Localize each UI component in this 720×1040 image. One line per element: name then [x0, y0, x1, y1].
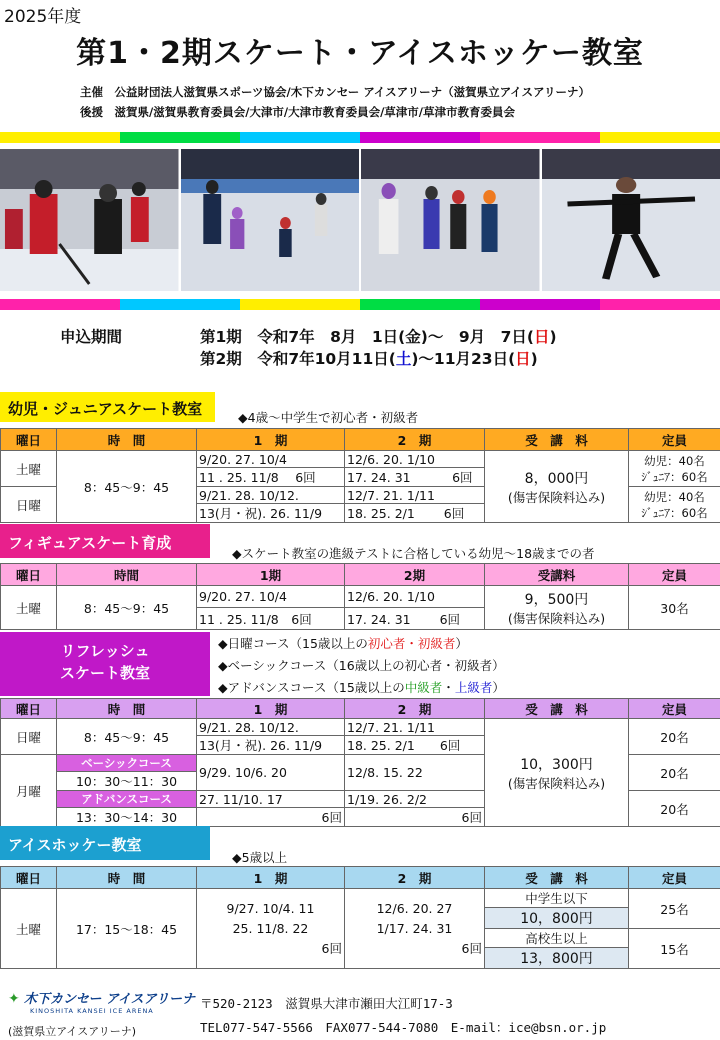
hdr-p2: 2 期 — [345, 429, 485, 451]
refresh-mon-p2-a: 12/8. 15. 22 — [345, 755, 485, 791]
skaters-photo — [361, 149, 540, 291]
period2-end-day: 日 — [515, 350, 531, 368]
figure-day: 土曜 — [1, 586, 57, 630]
ref-hdr-p2: 2 期 — [345, 699, 485, 719]
refresh-mon-p1-a: 9/29. 10/6. 20 — [197, 755, 345, 791]
junior-cap-sun: 幼児：40名 ｼﾞｭﾆｱ：60名 — [629, 487, 720, 523]
arena-logo — [8, 988, 208, 1039]
junior-sun: 日曜 — [1, 487, 57, 523]
junior-note: ◆4歳～中学生で初心者・初級者 — [238, 410, 419, 425]
figure-fee: 9，500円 (傷害保険料込み) — [485, 586, 629, 630]
year-label: 2025年度 — [4, 7, 82, 27]
refresh-mon-p2-b: 1/19. 26. 2/2 — [345, 791, 485, 808]
page-title: 第1・2期スケート・アイスホッケー教室 — [76, 36, 644, 71]
period2-close: ) — [530, 350, 538, 368]
fig-hdr-cap: 定員 — [629, 564, 720, 586]
junior-sun-p2-b: 18. 25. 2/1 6回 — [345, 504, 485, 523]
contact-line: TEL077-547-5566 FAX077-544-7080 E-mail：ice@bsn.or.jp — [200, 1020, 607, 1035]
figure-note: ◆スケート教室の進級テストに合格している幼児～18歳までの者 — [232, 546, 595, 561]
refresh-fee: 10，300円 (傷害保険料込み) — [485, 719, 629, 827]
period1-close: ) — [549, 328, 557, 346]
hockey-day: 土曜 — [1, 889, 57, 969]
junior-sat-p1-a: 9/20. 27. 10/4 — [197, 451, 345, 468]
junior-time: 8：45～9：45 — [57, 451, 197, 523]
fig-hdr-fee: 受講料 — [485, 564, 629, 586]
refresh-sun-p2-a: 12/7. 21. 1/11 — [345, 719, 485, 736]
period1-start-day: 金 — [405, 328, 421, 346]
color-stripe-bottom — [0, 299, 720, 310]
hockey-section-title: アイスホッケー教室 — [0, 826, 210, 860]
figure-p2-b: 17. 24. 31 6回 — [345, 608, 485, 630]
hockey-fee2-label: 高校生以上 — [485, 929, 629, 948]
ref-hdr-fee: 受 講 料 — [485, 699, 629, 719]
lesson-photo — [181, 149, 360, 291]
refresh-sun: 日曜 — [1, 719, 57, 755]
hdr-time: 時 間 — [57, 429, 197, 451]
period1-label: 第1期 — [200, 328, 242, 346]
hockey-p1: 9/27. 10/4. 11 25. 11/8. 22 6回 — [197, 889, 345, 969]
logo-mark-icon: ✦ — [8, 991, 20, 1007]
junior-section-title: 幼児・ジュニアスケート教室 — [0, 392, 215, 422]
refresh-section-title — [0, 632, 210, 696]
refresh-table — [0, 698, 720, 827]
figure-skater-photo — [542, 149, 720, 291]
hk-hdr-p1: 1 期 — [197, 867, 345, 889]
junior-sun-p1-b: 13(月・祝). 26. 11/9 — [197, 504, 345, 523]
period1-end: )～ 9月 7日( — [420, 328, 535, 346]
period2-start-day: 土 — [395, 350, 412, 368]
logo-text: 木下カンセー アイスアリーナ — [23, 992, 196, 1007]
figure-p1-a: 9/20. 27. 10/4 — [197, 586, 345, 608]
hockey-fee1-label: 中学生以下 — [485, 889, 629, 908]
ref-hdr-day: 曜日 — [1, 699, 57, 719]
refresh-title-2: スケート教室 — [59, 664, 150, 682]
refresh-cap-1: 20名 — [629, 719, 720, 755]
junior-cap-sat: 幼児：40名 ｼﾞｭﾆｱ：60名 — [629, 451, 720, 487]
hockey-table — [0, 866, 720, 969]
refresh-sun-time: 8：45～9：45 — [57, 719, 197, 755]
refresh-note-2: ◆ベーシックコース（16歳以上の初心者・初級者） — [218, 658, 505, 673]
hk-hdr-cap: 定員 — [629, 867, 720, 889]
photo-strip — [0, 149, 720, 291]
logo-english: KINOSHITA KANSEI ICE ARENA — [30, 1007, 154, 1015]
hockey-photo — [0, 149, 179, 291]
period2-label: 第2期 — [200, 350, 242, 368]
ref-hdr-time: 時 間 — [57, 699, 197, 719]
refresh-sun-p1-a: 9/21. 28. 10/12. — [197, 719, 345, 736]
hockey-cap-2: 15名 — [629, 929, 720, 969]
ref-hdr-cap: 定員 — [629, 699, 720, 719]
period2-start: 令和7年10月11日( — [257, 350, 396, 368]
refresh-mon-p2-c: 6回 — [345, 808, 485, 827]
junior-table — [0, 428, 720, 523]
refresh-title-1: リフレッシュ — [60, 642, 150, 660]
refresh-mon: 月曜 — [1, 755, 57, 827]
support-line: 後援 滋賀県/滋賀県教育委員会/大津市/大津市教育委員会/草津市/草津市教育委員会 — [80, 105, 515, 119]
refresh-cap-3: 20名 — [629, 791, 720, 827]
address-line: 〒520-2123 滋賀県大津市瀬田大江町17-3 — [200, 996, 453, 1011]
refresh-note-1: ◆日曜コース（15歳以上の初心者・初級者） — [218, 636, 468, 651]
junior-sat-p2-b: 17. 24. 31 6回 — [345, 468, 485, 487]
logo-sub: (滋賀県立アイスアリーナ) — [8, 1025, 137, 1038]
refresh-basic-label: ベーシックコース — [57, 755, 197, 772]
fig-hdr-p1: 1期 — [197, 564, 345, 586]
hk-hdr-p2: 2 期 — [345, 867, 485, 889]
refresh-cap-2: 20名 — [629, 755, 720, 791]
junior-sat-p2-a: 12/6. 20. 1/10 — [345, 451, 485, 468]
hdr-fee: 受 講 料 — [485, 429, 629, 451]
hockey-p2: 12/6. 20. 27 1/17. 24. 31 6回 — [345, 889, 485, 969]
figure-p1-b: 11 . 25. 11/8 6回 — [197, 608, 345, 630]
fig-hdr-day: 曜日 — [1, 564, 57, 586]
figure-p2-a: 12/6. 20. 1/10 — [345, 586, 485, 608]
hdr-cap: 定員 — [629, 429, 720, 451]
hockey-fee2: 13，800円 — [485, 948, 629, 969]
refresh-basic-time: 10：30～11：30 — [57, 772, 197, 791]
fig-hdr-time: 時間 — [57, 564, 197, 586]
hk-hdr-day: 曜日 — [1, 867, 57, 889]
figure-table — [0, 563, 720, 630]
figure-section-title: フィギュアスケート育成 — [0, 524, 210, 558]
refresh-mon-p1-b: 27. 11/10. 17 — [197, 791, 345, 808]
ref-hdr-p1: 1 期 — [197, 699, 345, 719]
hockey-fee1: 10，800円 — [485, 908, 629, 929]
refresh-sun-p2-b: 18. 25. 2/1 6回 — [345, 736, 485, 755]
hk-hdr-time: 時 間 — [57, 867, 197, 889]
junior-sun-p2-a: 12/7. 21. 1/11 — [345, 487, 485, 504]
hk-hdr-fee: 受 講 料 — [485, 867, 629, 889]
period2-end: )～11月23日( — [411, 350, 516, 368]
refresh-note-3: ◆アドバンスコース（15歳以上の中級者・上級者） — [218, 680, 505, 695]
refresh-sun-p1-b: 13(月・祝). 26. 11/9 — [197, 736, 345, 755]
period1-start: 令和7年 8月 1日( — [257, 328, 406, 346]
hdr-p1: 1 期 — [197, 429, 345, 451]
fig-hdr-p2: 2期 — [345, 564, 485, 586]
hockey-cap-1: 25名 — [629, 889, 720, 929]
figure-time: 8：45～9：45 — [57, 586, 197, 630]
refresh-mon-p1-c: 6回 — [197, 808, 345, 827]
junior-fee: 8，000円 (傷害保険料込み) — [485, 451, 629, 523]
application-period — [60, 326, 557, 370]
host-line: 主催 公益財団法人滋賀県スポーツ協会/木下カンセー アイスアリーナ（滋賀県立アイスアリーナ） — [80, 85, 591, 99]
hdr-day: 曜日 — [1, 429, 57, 451]
refresh-advance-label: アドバンスコース — [57, 791, 197, 808]
junior-sun-p1-a: 9/21. 28. 10/12. — [197, 487, 345, 504]
hockey-time: 17：15～18：45 — [57, 889, 197, 969]
junior-sat-p1-b: 11 . 25. 11/8 6回 — [197, 468, 345, 487]
refresh-advance-time: 13：30～14：30 — [57, 808, 197, 827]
period-label: 申込期間 — [60, 328, 123, 346]
color-stripe-top — [0, 132, 720, 143]
period1-end-day: 日 — [534, 328, 550, 346]
junior-sat: 土曜 — [1, 451, 57, 487]
hockey-note: ◆5歳以上 — [232, 850, 288, 865]
figure-cap: 30名 — [629, 586, 720, 630]
